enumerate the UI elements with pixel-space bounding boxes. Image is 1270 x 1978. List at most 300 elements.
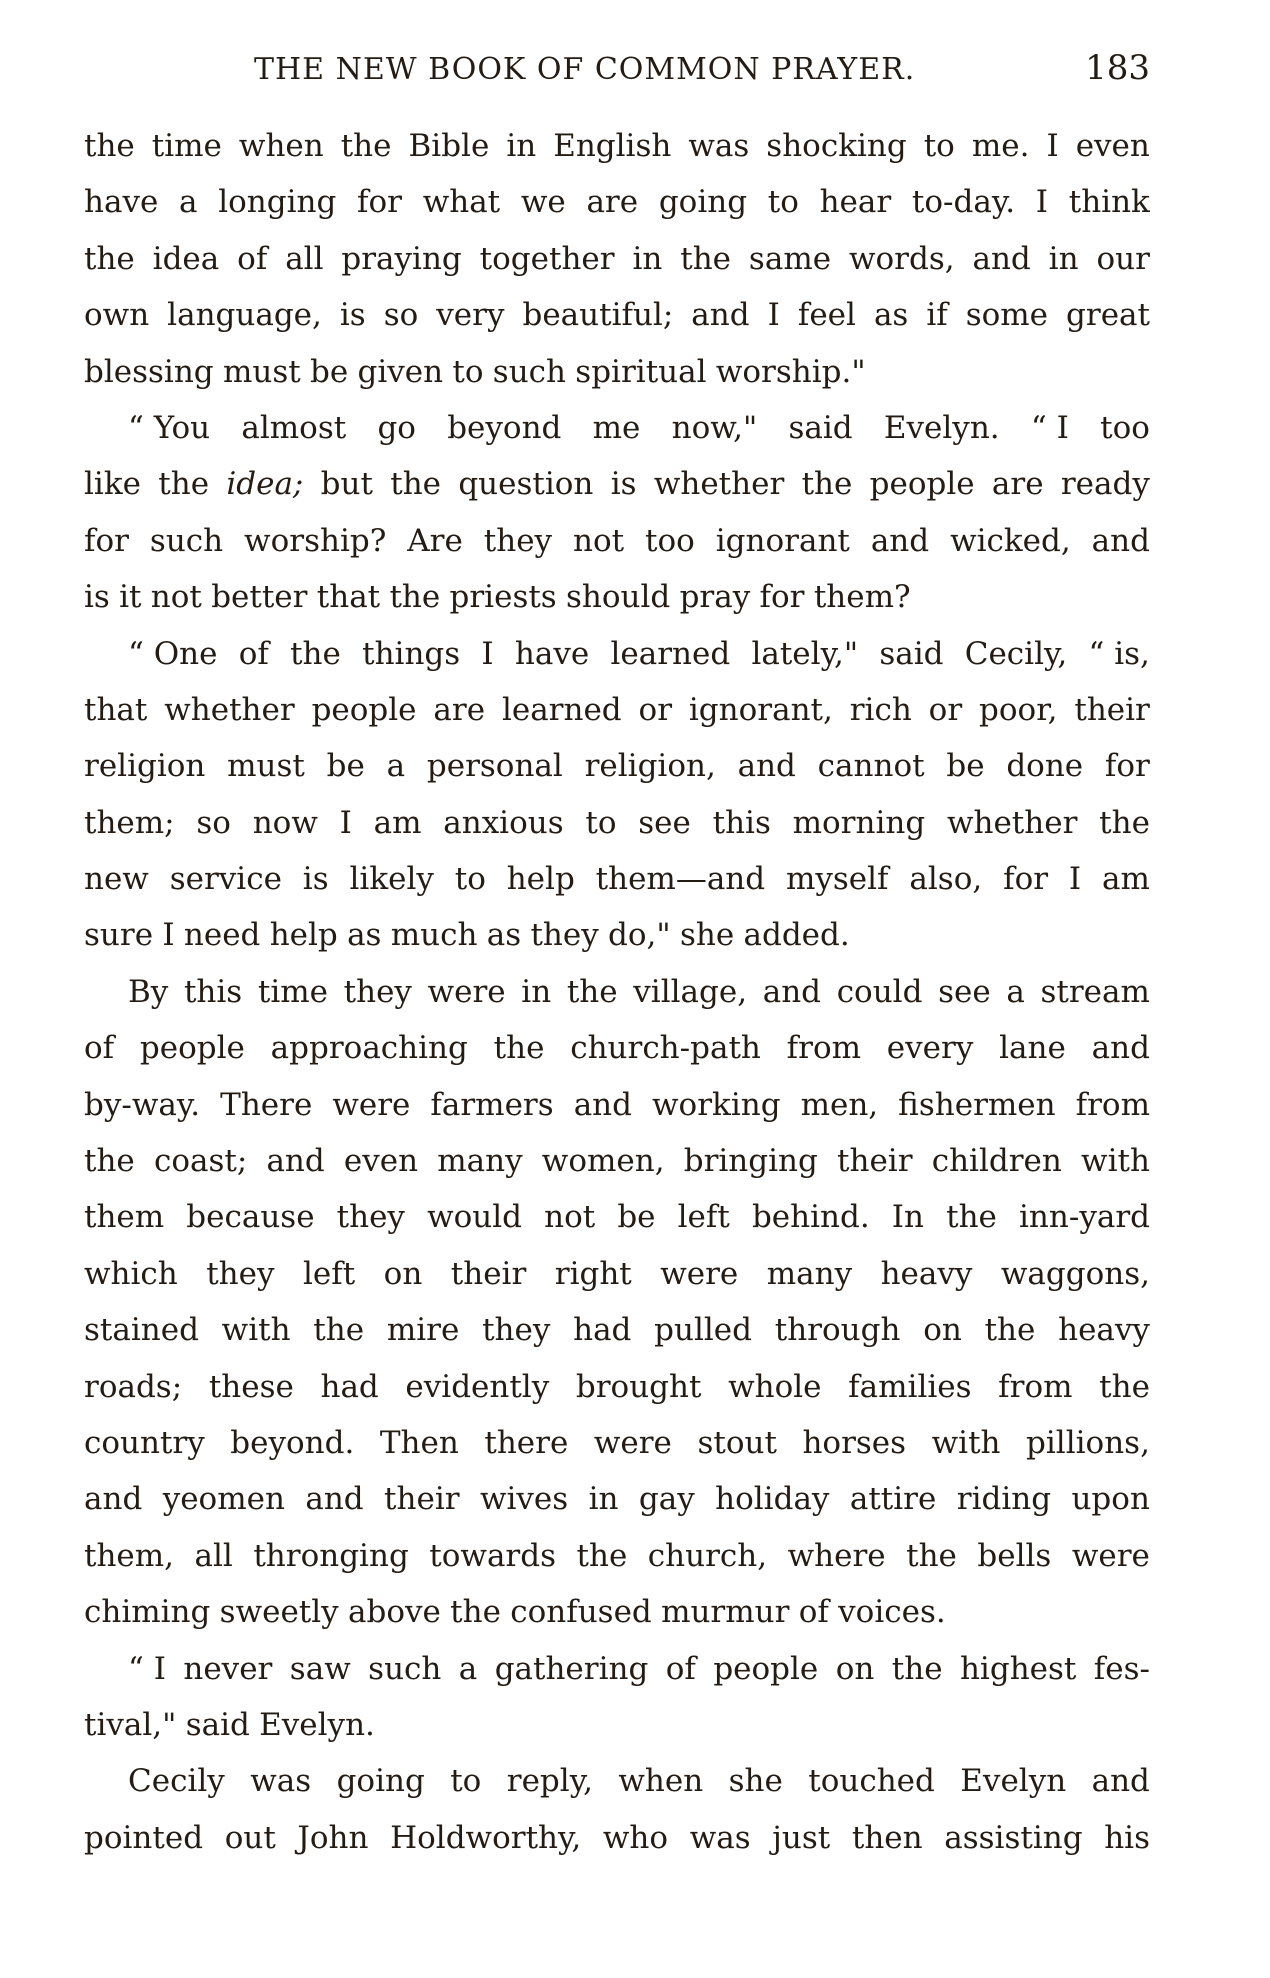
word: language, [167, 297, 322, 334]
word: me [592, 409, 641, 446]
word: tival," [84, 1706, 177, 1743]
word: very [436, 297, 505, 334]
word: help [506, 861, 575, 898]
word: left [302, 1255, 356, 1292]
text-line [84, 1425, 1150, 1481]
word: feel [797, 297, 856, 334]
word: I [1035, 184, 1049, 221]
word: Are [407, 522, 463, 559]
text-line [84, 1820, 1150, 1876]
word: not [573, 522, 625, 559]
word: all [285, 240, 324, 277]
word: many [437, 1143, 523, 1180]
word: learned [610, 635, 731, 672]
text-line [84, 297, 1150, 353]
word: all [194, 1537, 233, 1574]
word: and [762, 973, 822, 1010]
word: were [593, 1424, 672, 1461]
word: words, [848, 240, 955, 277]
word: upon [1071, 1481, 1150, 1518]
word: stream [1040, 973, 1150, 1010]
word: right [554, 1255, 632, 1292]
word: the [158, 466, 210, 503]
word: when [238, 128, 324, 164]
word: beautiful; [522, 297, 674, 334]
word: time [151, 128, 222, 164]
word: this [712, 804, 771, 841]
text-line [84, 184, 1150, 240]
word: country [84, 1424, 205, 1461]
word: also, [909, 861, 983, 898]
word: and [1091, 1763, 1150, 1800]
word: I [1046, 128, 1059, 164]
word: their [450, 1255, 527, 1292]
text-line [84, 974, 1150, 1030]
word: they [483, 522, 553, 559]
word: not [150, 579, 202, 616]
word: Evelyn. [883, 409, 1000, 446]
word: and [573, 1086, 632, 1123]
word: or [638, 691, 673, 728]
word: is [302, 861, 329, 898]
text-line [84, 1030, 1150, 1086]
word: waggons, [1000, 1255, 1150, 1292]
word: worship." [715, 353, 866, 390]
word: them; [84, 804, 175, 841]
word: a [458, 1650, 478, 1687]
word: said [788, 409, 853, 446]
word: that [84, 691, 148, 728]
word: with [221, 1312, 291, 1349]
word: because [186, 1199, 315, 1236]
word: such [368, 1650, 442, 1687]
word: priests [449, 579, 557, 616]
word: bringing [683, 1143, 818, 1180]
word: the [906, 1537, 957, 1574]
text-line [84, 579, 1150, 635]
word: idea; [226, 466, 304, 503]
word: them? [813, 579, 911, 616]
word: religion [84, 748, 206, 785]
word: need [183, 917, 261, 954]
text-line [84, 1199, 1150, 1255]
word: with [1081, 1143, 1150, 1180]
text-line [84, 1538, 1150, 1594]
word: whether [653, 466, 785, 503]
word: she [728, 1763, 783, 1800]
word: given [357, 353, 444, 390]
word: the [680, 240, 732, 277]
word: was [689, 1819, 751, 1856]
word: and [1091, 522, 1150, 559]
word: they [343, 973, 412, 1010]
word: “ One [128, 635, 218, 672]
word: gay [638, 1481, 695, 1518]
word: think [1068, 184, 1150, 221]
word: when [618, 1763, 704, 1800]
word: coast; [153, 1143, 248, 1180]
word: touched [808, 1763, 935, 1800]
text-line [84, 861, 1150, 917]
word: women, [541, 1143, 665, 1180]
word: to [923, 128, 955, 164]
word: church-path [570, 1030, 761, 1067]
word: help [269, 917, 338, 954]
word: the [801, 466, 853, 503]
word: see [638, 804, 691, 841]
word: longing [218, 184, 337, 221]
word: together [479, 240, 615, 277]
text-line [84, 636, 1150, 692]
word: were [427, 973, 506, 1010]
word: now [252, 804, 318, 841]
text-line [84, 1707, 1150, 1763]
word: inn-yard [1019, 1199, 1150, 1236]
word: idea [152, 240, 220, 277]
word: be [946, 748, 985, 785]
word: and [972, 240, 1031, 277]
word: their [384, 1481, 460, 1518]
word: added. [743, 917, 850, 954]
word: must [227, 748, 305, 785]
word: cannot [817, 748, 925, 785]
word: had [573, 1312, 632, 1349]
word: mire [386, 1312, 460, 1349]
word: the [389, 579, 441, 616]
word: behind. [751, 1199, 870, 1236]
word: such [149, 522, 224, 559]
word: people [311, 691, 417, 728]
word: to [454, 861, 486, 898]
word: farmers [430, 1086, 554, 1123]
text-line [84, 1763, 1150, 1819]
word: would [427, 1199, 522, 1236]
word: and [305, 1481, 364, 1518]
word: in [506, 128, 537, 164]
word: and [1091, 1030, 1150, 1067]
word: “ I [128, 1650, 166, 1687]
word: blessing [84, 353, 214, 390]
word: Bible [408, 128, 490, 164]
word: fishermen [898, 1086, 1056, 1123]
word: many [766, 1255, 853, 1292]
word: chiming [84, 1594, 211, 1631]
word: the [390, 466, 442, 503]
word: is [339, 297, 366, 334]
word: these [208, 1368, 294, 1405]
word: pray [679, 579, 751, 616]
word: go [377, 409, 416, 446]
word: was [688, 128, 750, 164]
word: myself [785, 861, 889, 898]
word: working [652, 1086, 781, 1123]
word: they [206, 1255, 275, 1292]
word: going [336, 1763, 425, 1800]
word: things [362, 635, 461, 672]
word: in [632, 240, 663, 277]
word: left [677, 1199, 730, 1236]
word: great [1066, 297, 1150, 334]
word: horses [802, 1424, 907, 1461]
word: there [484, 1424, 569, 1461]
word: morning [792, 804, 926, 841]
word: the [84, 240, 135, 277]
word: them [84, 1199, 165, 1236]
word: men, [800, 1086, 879, 1123]
word: to [450, 1763, 482, 1800]
word: I [339, 804, 352, 841]
word: they [482, 1312, 551, 1349]
word: rich [849, 691, 912, 728]
word: wicked, [950, 522, 1071, 559]
text-line [84, 241, 1150, 297]
word: the [1099, 1368, 1150, 1405]
text-line [84, 410, 1150, 466]
word: of [237, 240, 268, 277]
word: the [566, 973, 618, 1010]
word: on [835, 1650, 875, 1687]
word: that [316, 579, 381, 616]
word: roads; [84, 1368, 183, 1405]
word: fes- [1093, 1650, 1150, 1687]
word: saw [289, 1650, 351, 1687]
word: with [931, 1424, 1001, 1461]
word: and [266, 1143, 325, 1180]
word: hear [819, 184, 892, 221]
word: people [713, 1650, 819, 1687]
text-line [84, 1594, 1150, 1650]
word: reply, [506, 1763, 593, 1800]
word: pulled [654, 1312, 752, 1349]
word: religion, [584, 748, 716, 785]
word: were [1071, 1537, 1150, 1574]
word: pointed [84, 1819, 204, 1856]
word: am [1102, 861, 1150, 898]
word: beyond. [230, 1424, 355, 1461]
word: “ You [128, 409, 211, 446]
word: shocking [766, 128, 907, 164]
text-line [84, 692, 1150, 748]
word: by-way. [84, 1086, 201, 1123]
word: whole [728, 1368, 822, 1405]
word: through [774, 1312, 901, 1349]
text-line [84, 354, 1150, 410]
word: so [383, 297, 419, 334]
word: Cecily, [964, 635, 1068, 672]
word: spiritual [575, 353, 707, 390]
word: attire [849, 1481, 937, 1518]
text-line [84, 1143, 1150, 1199]
word: personal [426, 748, 563, 785]
word: are [991, 466, 1044, 503]
word: then [851, 1819, 923, 1856]
word: towards [429, 1537, 557, 1574]
word: now," [671, 409, 758, 446]
word: pillions, [1026, 1424, 1150, 1461]
word: in [588, 1481, 619, 1518]
word: approaching [270, 1030, 468, 1067]
word: are [586, 184, 639, 221]
word: assisting [944, 1819, 1083, 1856]
text-line [84, 1651, 1150, 1707]
word: if [926, 297, 948, 334]
word: the [493, 1030, 545, 1067]
word: lately," [751, 635, 859, 672]
word: of [238, 635, 269, 672]
text-line [84, 805, 1150, 861]
word: a [1006, 973, 1025, 1010]
word: above [348, 1594, 441, 1631]
word: going [658, 184, 748, 221]
word: the [984, 1312, 1036, 1349]
word: to [452, 353, 484, 390]
word: what [422, 184, 501, 221]
word: were [332, 1086, 411, 1123]
word: but [320, 466, 373, 503]
word: for [1104, 748, 1150, 785]
word: murmur [661, 1594, 790, 1631]
text-line [84, 748, 1150, 804]
word: too [645, 522, 695, 559]
word: brought [575, 1368, 702, 1405]
word: so [196, 804, 231, 841]
word: for [759, 579, 805, 616]
word: the [891, 1650, 943, 1687]
word: gathering [494, 1650, 649, 1687]
word: ready [1060, 466, 1150, 503]
word: is [610, 466, 637, 503]
word: of [665, 1650, 696, 1687]
word: voices. [838, 1594, 946, 1631]
word: I [162, 917, 175, 954]
word: I [1068, 861, 1082, 898]
word: families [848, 1368, 972, 1405]
word: every [886, 1030, 974, 1067]
word: thronging [253, 1537, 409, 1574]
text-line [84, 1087, 1150, 1143]
page-number: 183 [1085, 48, 1150, 88]
text-line [84, 128, 1150, 184]
word: praying [341, 240, 462, 277]
word: time [257, 973, 328, 1010]
word: riding [956, 1481, 1052, 1518]
word: to [767, 184, 799, 221]
word: for [357, 184, 402, 221]
text-line [84, 466, 1150, 522]
word: confused [510, 1594, 652, 1631]
word: as [873, 297, 909, 334]
word: holiday [715, 1481, 830, 1518]
word: to-day. [911, 184, 1016, 221]
word: be [326, 748, 365, 785]
word: done [1006, 748, 1084, 785]
word: Then [379, 1424, 459, 1461]
word: beyond [447, 409, 562, 446]
text-line [84, 1256, 1150, 1312]
word: in [1048, 240, 1079, 277]
word: heavy [1058, 1312, 1150, 1349]
word: in [521, 973, 552, 1010]
word: ignorant, [688, 691, 833, 728]
word: which [84, 1255, 178, 1292]
word: and [691, 297, 750, 334]
word: our [1096, 240, 1150, 277]
word: likely [349, 861, 434, 898]
word: the [290, 635, 341, 672]
word: bells [977, 1537, 1052, 1574]
word: In [891, 1199, 924, 1236]
word: sweetly [219, 1594, 339, 1631]
word: never [183, 1650, 273, 1687]
word: highest [959, 1650, 1077, 1687]
word: the [340, 128, 392, 164]
word: and [84, 1481, 143, 1518]
word: people [869, 466, 975, 503]
word: they [336, 1199, 405, 1236]
word: their [837, 1143, 913, 1180]
word: John [297, 1819, 369, 1856]
word: and [870, 522, 930, 559]
word: people [139, 1030, 245, 1067]
word: for [84, 522, 129, 559]
word: this [183, 973, 243, 1010]
word: lane [999, 1030, 1066, 1067]
word: wives [479, 1481, 569, 1518]
word: it [119, 579, 142, 616]
word: out [224, 1819, 276, 1856]
word: said [879, 635, 944, 672]
word: By [128, 973, 169, 1010]
word: and [737, 748, 796, 785]
word: of [84, 1030, 115, 1067]
word: whether [946, 804, 1078, 841]
word: anxious [443, 804, 564, 841]
word: could [836, 973, 923, 1010]
word: said [185, 1706, 250, 1743]
word: on [923, 1312, 962, 1349]
word: the [84, 1143, 135, 1180]
word: have [84, 184, 159, 221]
word: from [998, 1368, 1073, 1405]
word: English [553, 128, 672, 164]
word: is [84, 579, 110, 616]
word: or [928, 691, 963, 728]
word: them—and [595, 861, 766, 898]
word: stout [697, 1424, 777, 1461]
word: am [373, 804, 422, 841]
word: were [660, 1255, 739, 1292]
word: do," [608, 917, 671, 954]
word: some [965, 297, 1049, 334]
word: they [530, 917, 599, 954]
word: from [1075, 1086, 1150, 1123]
word: as [486, 917, 522, 954]
text-line [84, 1312, 1150, 1368]
word: from [786, 1030, 862, 1067]
word: heavy [880, 1255, 973, 1292]
word: Evelyn. [259, 1706, 375, 1743]
word: see [938, 973, 991, 1010]
word: Cecily [128, 1763, 225, 1800]
word: the [576, 1537, 628, 1574]
word: even [343, 1143, 419, 1180]
word: almost [241, 409, 347, 446]
word: a [386, 748, 406, 785]
word: learned [501, 691, 622, 728]
word: should [566, 579, 671, 616]
word: too [1100, 409, 1150, 446]
running-title: THE NEW BOOK OF COMMON PRAYER. [254, 52, 916, 87]
